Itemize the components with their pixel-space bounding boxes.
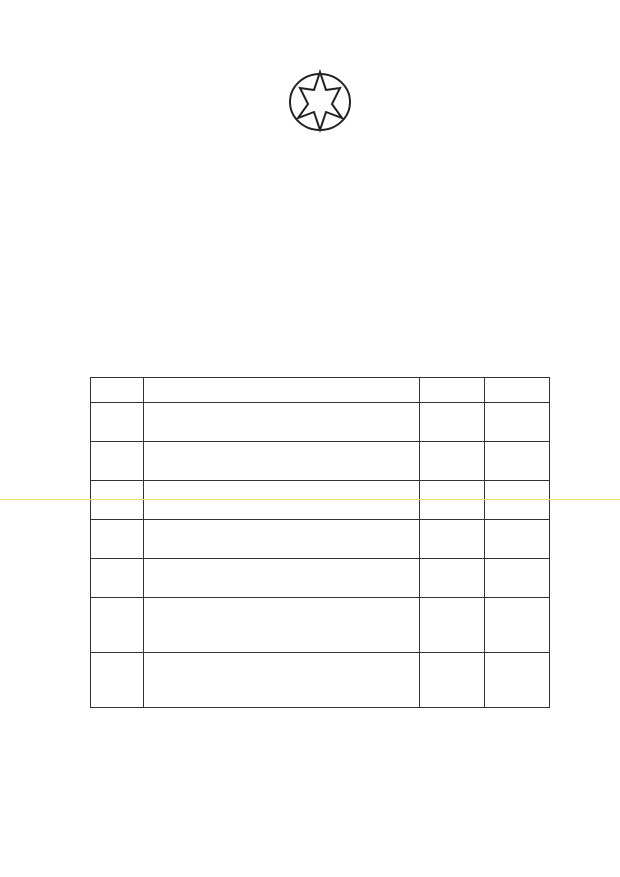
column-header-qualification: [420, 378, 485, 403]
row-number: [91, 559, 144, 598]
column-header-count: [485, 378, 550, 403]
row-qualification: [420, 559, 485, 598]
row-count: [485, 442, 550, 481]
table-row: [91, 403, 550, 442]
row-number: [91, 653, 144, 708]
subsection-text: [90, 335, 550, 373]
table-row: [91, 653, 550, 708]
positions-table: [90, 377, 550, 708]
row-qualification: [420, 481, 485, 520]
row-qualification: [420, 403, 485, 442]
row-count: [485, 520, 550, 559]
table-header-row: [91, 378, 550, 403]
announcement-header: [90, 160, 550, 224]
row-qualification: [420, 520, 485, 559]
header-line-3: [90, 192, 550, 208]
table-row: [91, 520, 550, 559]
row-number: [91, 598, 144, 653]
row-position: [144, 481, 420, 520]
intro-paragraph: [90, 240, 550, 316]
row-count: [485, 559, 550, 598]
table-row: [91, 559, 550, 598]
header-line-2: [90, 176, 550, 192]
row-number: [91, 403, 144, 442]
table-row: [91, 442, 550, 481]
row-position: [144, 598, 420, 653]
column-header-position: [144, 378, 420, 403]
header-line-4: [90, 208, 550, 224]
row-position: [144, 403, 420, 442]
row-qualification: [420, 598, 485, 653]
row-qualification: [420, 442, 485, 481]
row-position: [144, 442, 420, 481]
row-position: [144, 559, 420, 598]
table-row: [91, 481, 550, 520]
row-number: [91, 442, 144, 481]
row-position: [144, 653, 420, 708]
section-heading: [150, 316, 550, 335]
row-count: [485, 598, 550, 653]
row-count: [485, 653, 550, 708]
highlight-line: [0, 499, 620, 500]
header-line-1: [90, 160, 550, 176]
column-header-number: [91, 378, 144, 403]
row-position: [144, 520, 420, 559]
row-qualification: [420, 653, 485, 708]
row-count: [485, 403, 550, 442]
row-number: [91, 520, 144, 559]
row-count: [485, 481, 550, 520]
garuda-emblem-icon: [280, 60, 360, 140]
row-number: [91, 481, 144, 520]
table-row: [91, 598, 550, 653]
